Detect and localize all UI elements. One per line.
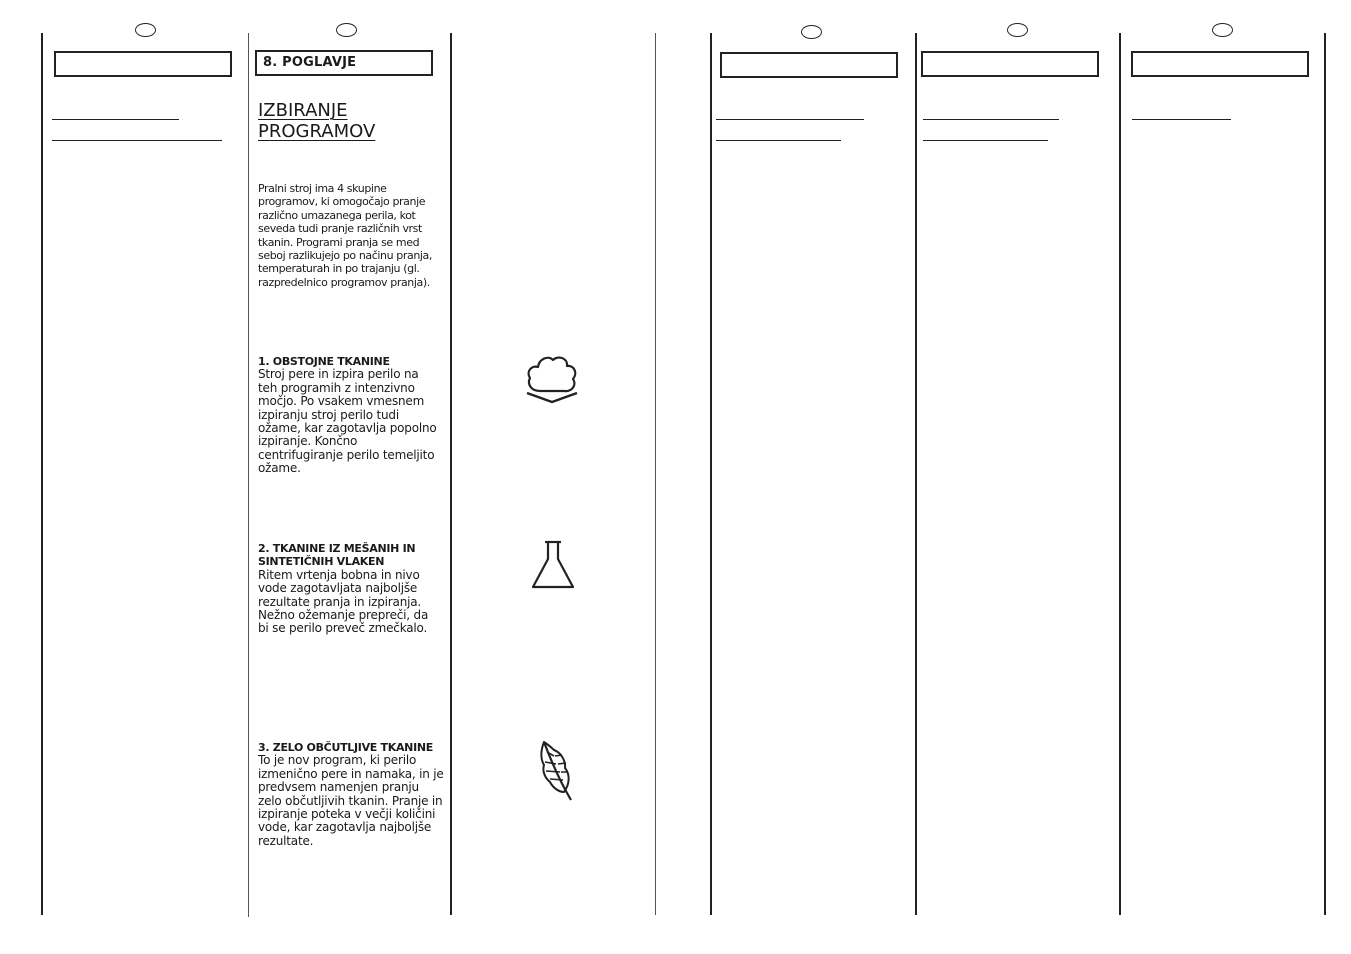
- language-oval-3: [801, 25, 822, 39]
- section-heading: [258, 100, 448, 142]
- column-rule-3: [450, 33, 452, 915]
- chapter-box-empty-3: [921, 51, 1099, 77]
- heading-rule-2b: [716, 140, 841, 141]
- program-2-text: Ritem vrtenja bobna in nivo vode zagotavljata najboljše rezultate pranja in izpiranja. Nežno ožemanje prepreči, da bi se perilo preveč zmečkalo.: [258, 567, 429, 636]
- heading-rule-3b: [923, 140, 1048, 141]
- chapter-box-empty-4: [1131, 51, 1309, 77]
- program-1-title: 1. OBSTOJNE TKANINE: [258, 355, 390, 368]
- cotton-icon: [524, 353, 580, 405]
- language-oval-5: [1212, 23, 1233, 37]
- heading-rule-1b: [52, 140, 222, 141]
- language-oval-1: [135, 23, 156, 37]
- column-rule-2: [248, 33, 249, 917]
- language-oval-2: [336, 23, 357, 37]
- program-section-1: [258, 355, 440, 476]
- chapter-box-empty-1: [54, 51, 232, 77]
- chapter-title: 8. POGLAVJE: [263, 55, 357, 70]
- section-heading-line-2: PROGRAMOV: [258, 121, 376, 142]
- section-heading-line-1: IZBIRANJE: [258, 100, 348, 121]
- feather-icon: [538, 738, 574, 804]
- intro-paragraph: Pralni stroj ima 4 skupine programov, ki omogočajo pranje različno umazanega perila, kot seveda tudi pranje različnih vrst tkanin. Programi pranja se med seboj razlikujejo po načinu pranja, temperaturah in po trajanju (gl. razpredelnico programov pranja).: [258, 182, 432, 289]
- heading-rule-4a: [1132, 119, 1231, 120]
- program-3-title: 3. ZELO OBČUTLJIVE TKANINE: [258, 741, 434, 754]
- program-3-text: To je nov program, ki perilo izmenično pere in namaka, in je predvsem namenjen pranju zelo občutljivih tkanin. Pranje in izpiranje poteka v večji količini vode, kar zagotavlja najboljše rezultate.: [258, 753, 444, 848]
- heading-rule-1a: [52, 119, 179, 120]
- program-2-title-line-1: 2. TKANINE IZ MEŠANIH IN: [258, 542, 416, 555]
- language-oval-4: [1007, 23, 1028, 37]
- program-1-text: Stroj pere in izpira perilo na teh programih z intenzivno močjo. Po vsakem vmesnem izpiranju stroj perilo tudi ožame, kar zagotavlja popolno izpiranje. Končno centrifugiranje perilo temeljito ožame.: [258, 367, 437, 476]
- flask-icon: [530, 539, 576, 591]
- column-rule-4: [655, 33, 656, 915]
- heading-rule-3a: [923, 119, 1059, 120]
- column-rule-6: [915, 33, 917, 915]
- column-rule-5: [710, 33, 712, 915]
- column-rule-1: [41, 33, 43, 915]
- program-section-2: [258, 542, 438, 636]
- chapter-box: [255, 50, 433, 76]
- chapter-box-empty-2: [720, 52, 898, 78]
- program-2-title-line-2: SINTETIČNIH VLAKEN: [258, 555, 385, 569]
- column-rule-7: [1119, 33, 1121, 915]
- program-section-3: [258, 741, 444, 848]
- heading-rule-2a: [716, 119, 864, 120]
- column-rule-8: [1324, 33, 1326, 915]
